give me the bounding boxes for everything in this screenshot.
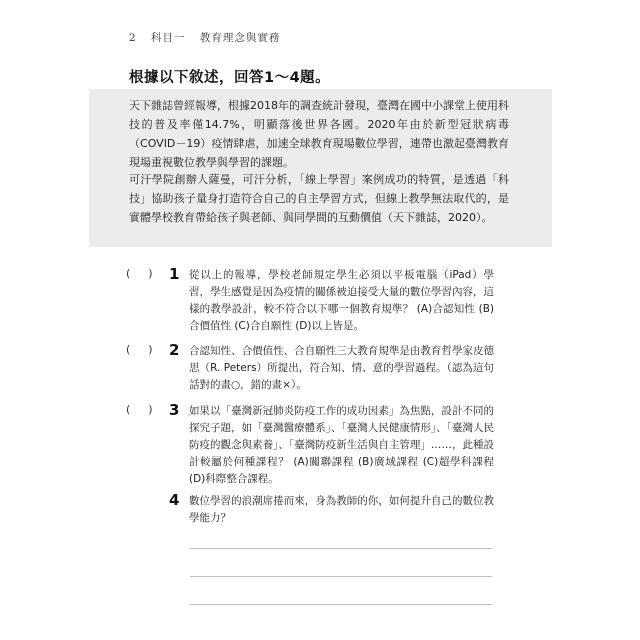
question-text: 如果以「臺灣新冠肺炎防疫工作的成功因素」為焦點，設計不同的探究子題，如「臺灣醫療體系」、「臺灣人民健康情形」、「臺灣人民防疫的觀念與素養」、「臺灣防疫新生活與自主管理」……，此種設計較屬於何種課程？ (A)關聯課程 (B)廣域課程 (C)超學科課程 (D)科際整合課程。 <box>189 405 494 485</box>
question-text: 數位學習的浪潮席捲而來，身為教師的你，如何提升自己的數位教學能力？ <box>189 495 494 524</box>
passage-paragraph: 天下雜誌曾經報導，根據2018年的調查統計發現，臺灣在國中小課堂上使用科技的普及率僅14.7%，明顯落後世界各國。2020年由於新型冠狀病毒（COVID－19）疫情肆虐，加速全球教育現場數位學習，連帶也激起臺灣教育現場重視數位教學與學習的課題。 <box>129 99 509 169</box>
page-header <box>129 30 280 45</box>
answer-blank[interactable] <box>126 267 153 280</box>
paren-right: ) <box>148 343 153 356</box>
paren-right: ) <box>148 267 153 280</box>
page-number: 2 <box>129 32 137 44</box>
passage-paragraph: 可汗學院創辦人薩曼，可汗分析，「線上學習」案例成功的特質，是透過「科技」協助孩子量身打造符合自己的自主學習方式，但線上教學無法取代的，是實體學校教育帶給孩子與老師、與同學間的互動價值（天下雜誌，2020）。 <box>129 173 509 224</box>
answer-line[interactable] <box>190 548 492 549</box>
section-heading: 根據以下敘述，回答1～4題。 <box>129 70 331 86</box>
chapter-title: 教育理念與實務 <box>199 32 281 44</box>
answer-blank[interactable] <box>126 403 153 416</box>
paren-right: ) <box>148 403 153 416</box>
question-number: 2 <box>169 341 180 359</box>
answer-line[interactable] <box>190 604 492 605</box>
answer-line[interactable] <box>190 576 492 577</box>
paren-left: ( <box>126 403 131 416</box>
paren-left: ( <box>126 267 131 280</box>
question-number: 3 <box>169 401 180 419</box>
question-number: 1 <box>169 265 180 283</box>
answer-blank[interactable] <box>126 343 153 356</box>
subject-label: 科目一 <box>151 32 186 44</box>
question-text: 從以上的報導，學校老師規定學生必須以平板電腦（iPad）學習，學生感覺是因為疫情的關係被迫接受大量的數位學習內容，這樣的教學設計，較不符合以下哪一個教育規準？ (A)合認知性 (B)合價值性 (C)合自願性 (D)以上皆是。 <box>189 269 494 332</box>
paren-left: ( <box>126 343 131 356</box>
question-number: 4 <box>169 491 180 509</box>
question-text: 合認知性、合價值性、合自願性三大教育規準是由教育哲學家皮德思（R. Peters）所提出，符合知、情、意的學習過程。（認為這句話對的畫○，錯的畫×）。 <box>189 345 494 391</box>
